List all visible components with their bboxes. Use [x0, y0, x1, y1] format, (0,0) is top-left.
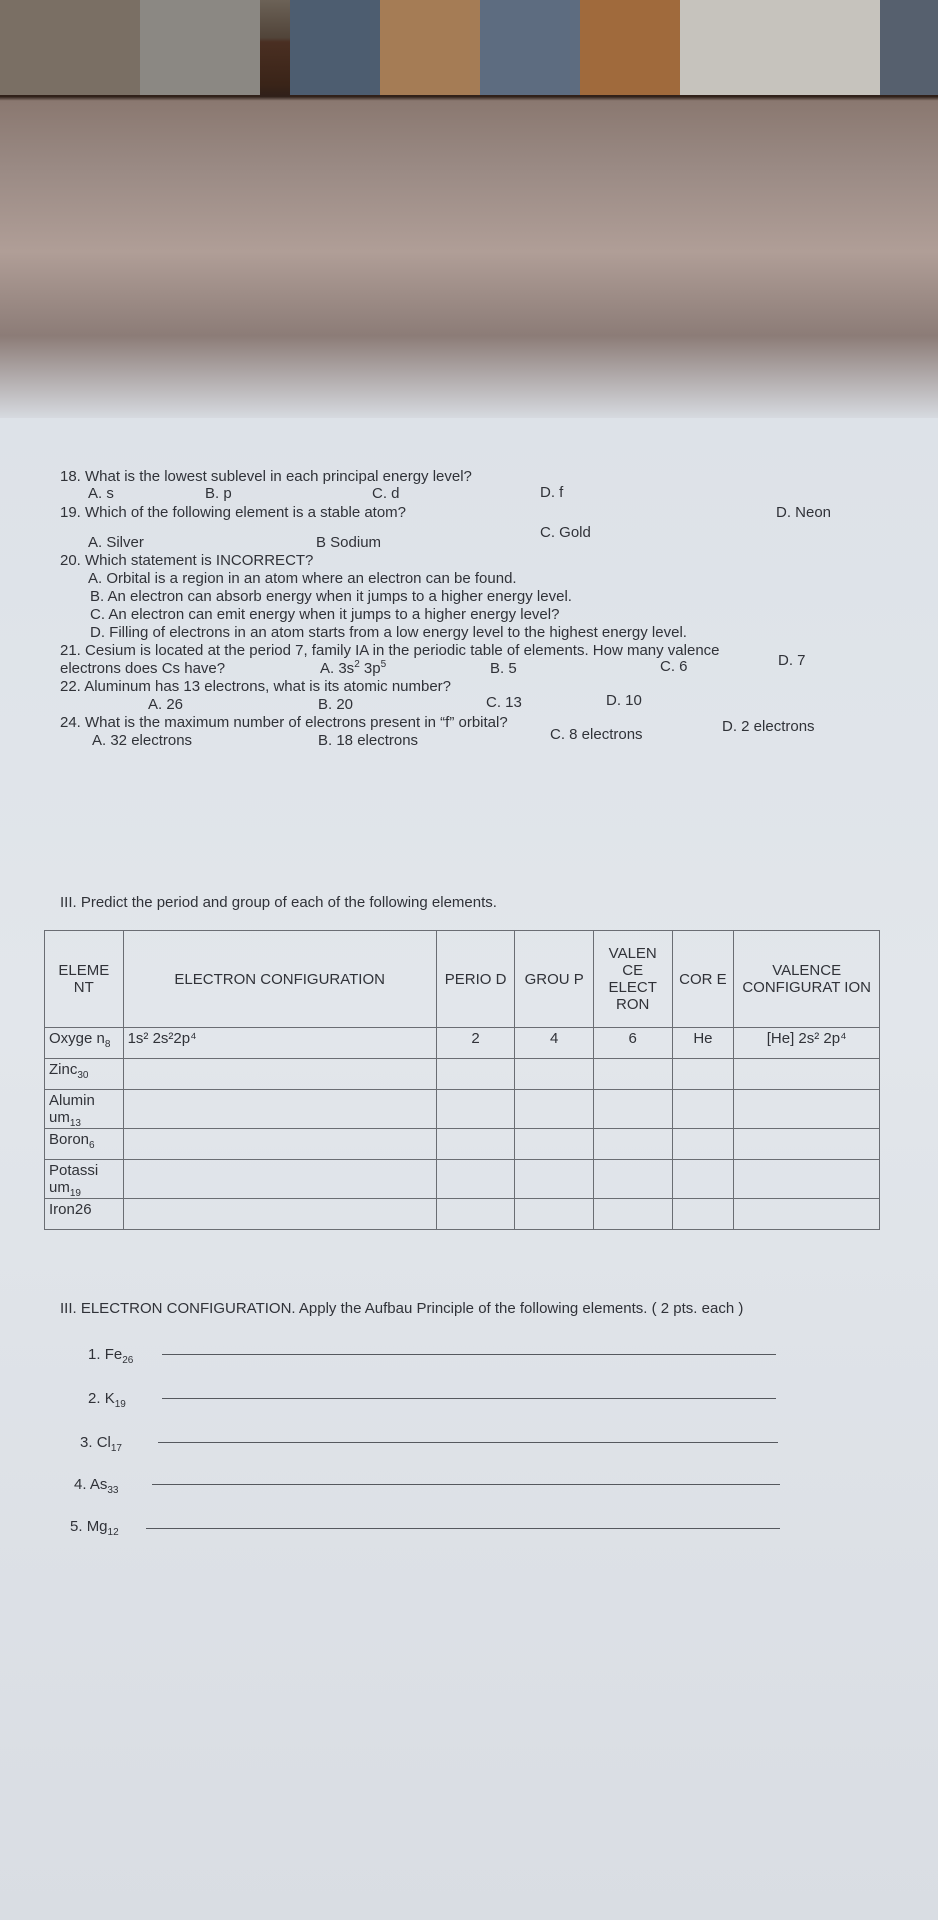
period-cell[interactable] — [436, 1199, 515, 1230]
q18-choice-d: D. f — [540, 484, 564, 501]
ec-item-3: 3. $Cl_{17}$ — [80, 1434, 122, 1454]
config-cell[interactable] — [123, 1090, 436, 1129]
question-22: 22. Aluminum has 13 electrons, what is its atomic number? — [60, 678, 452, 695]
valence-config-cell[interactable] — [734, 1090, 880, 1129]
valence-config-cell[interactable] — [734, 1160, 880, 1199]
core-cell[interactable] — [672, 1160, 734, 1199]
table-row — [45, 1028, 880, 1059]
q18-choice-c: C. d — [372, 485, 400, 502]
fabric-swatch — [880, 0, 938, 95]
fabric-swatch — [480, 0, 580, 95]
q20-choice-a: A. Orbital is a region in an atom where an electron can be found. — [88, 570, 517, 587]
valence-config-cell: [He] 2s² 2p⁴ — [734, 1028, 880, 1059]
period-cell[interactable] — [436, 1129, 515, 1160]
period-cell[interactable] — [436, 1090, 515, 1129]
valence-cell[interactable] — [593, 1090, 672, 1129]
group-cell[interactable] — [515, 1160, 594, 1199]
question-19: 19. Which of the following element is a stable atom? — [60, 504, 407, 521]
element-cell: Oxyge $n_8$ — [45, 1028, 124, 1059]
answer-line-2[interactable] — [162, 1398, 776, 1399]
table-row — [45, 1129, 880, 1160]
header-electron-configuration: ELECTRON CONFIGURATION — [123, 931, 436, 1028]
group-cell[interactable] — [515, 1199, 594, 1230]
element-cell: Iron26 — [45, 1199, 124, 1230]
header-valence-electron: VALEN CE ELECT RON — [593, 931, 672, 1028]
table-section-title: III. Predict the period and group of each of the following elements. — [60, 894, 497, 911]
fabric-swatch — [680, 0, 880, 95]
table-header-row — [45, 931, 880, 1028]
core-cell[interactable] — [672, 1199, 734, 1230]
q22-choice-a: A. 26 — [148, 696, 184, 713]
answer-line-5[interactable] — [146, 1528, 780, 1529]
q18-choice-b: B. p — [205, 485, 232, 502]
config-cell[interactable] — [123, 1059, 436, 1090]
period-cell[interactable] — [436, 1160, 515, 1199]
core-cell[interactable] — [672, 1059, 734, 1090]
q21-choice-d: D. 7 — [778, 652, 806, 669]
question-24: 24. What is the maximum number of electrons present in “f” orbital? — [60, 714, 508, 731]
element-cell: Alumin $um_{13}$ — [45, 1090, 124, 1129]
q18-choice-a: A. s — [88, 485, 114, 502]
valence-cell[interactable] — [593, 1199, 672, 1230]
question-21: 21. Cesium is located at the period 7, family IA in the periodic table of elements. How many valence — [60, 642, 720, 659]
period-cell: 2 — [436, 1028, 515, 1059]
fabric-swatch — [140, 0, 260, 95]
q22-choice-b: B. 20 — [318, 696, 354, 713]
q20-choice-b: B. An electron can absorb energy when it jumps to a higher energy level. — [90, 588, 572, 605]
group-cell[interactable] — [515, 1059, 594, 1090]
ec-item-4: 4. $As_{33}$ — [74, 1476, 119, 1496]
element-cell: Zinc$_{30}$ — [45, 1059, 124, 1090]
q19-choice-c: C. Gold — [540, 524, 591, 541]
core-cell[interactable] — [672, 1129, 734, 1160]
question-21-line2: electrons does Cs have? — [60, 660, 226, 677]
q22-choice-d: D. 10 — [606, 692, 642, 709]
period-cell[interactable] — [436, 1059, 515, 1090]
q19-choice-b: B Sodium — [316, 534, 382, 551]
q19-choice-a: A. Silver — [88, 534, 144, 551]
ec-item-1: 1. $Fe_{26}$ — [88, 1346, 134, 1366]
valence-cell[interactable] — [593, 1160, 672, 1199]
element-cell: Potassi $um_{19}$ — [45, 1160, 124, 1199]
element-cell: Boron$_6$ — [45, 1129, 124, 1160]
q21-choice-c: C. 6 — [660, 658, 688, 675]
valence-config-cell[interactable] — [734, 1059, 880, 1090]
q21-choice-b: B. 5 — [490, 660, 517, 677]
group-cell: 4 — [515, 1028, 594, 1059]
q21-choice-a: A. $3s^2$ $3p^5$ — [320, 659, 387, 677]
q20-choice-c: C. An electron can emit energy when it jumps to a higher energy level? — [90, 606, 560, 623]
header-core: COR E — [672, 931, 734, 1028]
q20-choice-d: D. Filling of electrons in an atom starts from a low energy level to the highest energy level. — [90, 624, 687, 641]
fabric-swatch — [290, 0, 380, 95]
fabric-swatch — [580, 0, 680, 95]
config-cell[interactable] — [123, 1160, 436, 1199]
ec-item-2: 2. $K_{19}$ — [88, 1390, 126, 1410]
valence-cell[interactable] — [593, 1129, 672, 1160]
valence-config-cell[interactable] — [734, 1129, 880, 1160]
valence-cell: 6 — [593, 1028, 672, 1059]
fabric-swatch — [380, 0, 480, 95]
answer-line-4[interactable] — [152, 1484, 780, 1485]
config-cell[interactable] — [123, 1199, 436, 1230]
header-element: ELEME NT — [45, 931, 124, 1028]
answer-line-1[interactable] — [162, 1354, 776, 1355]
question-18: 18. What is the lowest sublevel in each principal energy level? — [60, 468, 472, 485]
table-row — [45, 1199, 880, 1230]
q24-choice-a: A. 32 electrons — [92, 732, 193, 749]
header-group: GROU P — [515, 931, 594, 1028]
config-cell[interactable] — [123, 1129, 436, 1160]
group-cell[interactable] — [515, 1129, 594, 1160]
q19-choice-d: D. Neon — [776, 504, 832, 521]
ec-section-title: III. ELECTRON CONFIGURATION. Apply the Aufbau Principle of the following elements. ( 2 pts. each ) — [60, 1300, 744, 1317]
question-20: 20. Which statement is INCORRECT? — [60, 552, 314, 569]
config-cell: 1s² 2s²2p⁴ — [123, 1028, 436, 1059]
worksheet-paper — [0, 418, 938, 1920]
header-valence-configuration: VALENCE CONFIGURAT ION — [734, 931, 880, 1028]
q22-choice-c: C. 13 — [486, 694, 522, 711]
valence-config-cell[interactable] — [734, 1199, 880, 1230]
table-row — [45, 1059, 880, 1090]
core-cell: He — [672, 1028, 734, 1059]
core-cell[interactable] — [672, 1090, 734, 1129]
valence-cell[interactable] — [593, 1059, 672, 1090]
header-period: PERIO D — [436, 931, 515, 1028]
answer-line-3[interactable] — [158, 1442, 778, 1443]
fabric-swatch — [0, 0, 140, 95]
q24-choice-c: C. 8 electrons — [550, 726, 643, 743]
table-row — [45, 1090, 880, 1129]
q24-choice-b: B. 18 electrons — [318, 732, 419, 749]
table-row — [45, 1160, 880, 1199]
group-cell[interactable] — [515, 1090, 594, 1129]
elements-table — [44, 930, 880, 1230]
q24-choice-d: D. 2 electrons — [722, 718, 815, 735]
ec-item-5: 5. $Mg_{12}$ — [70, 1518, 119, 1538]
